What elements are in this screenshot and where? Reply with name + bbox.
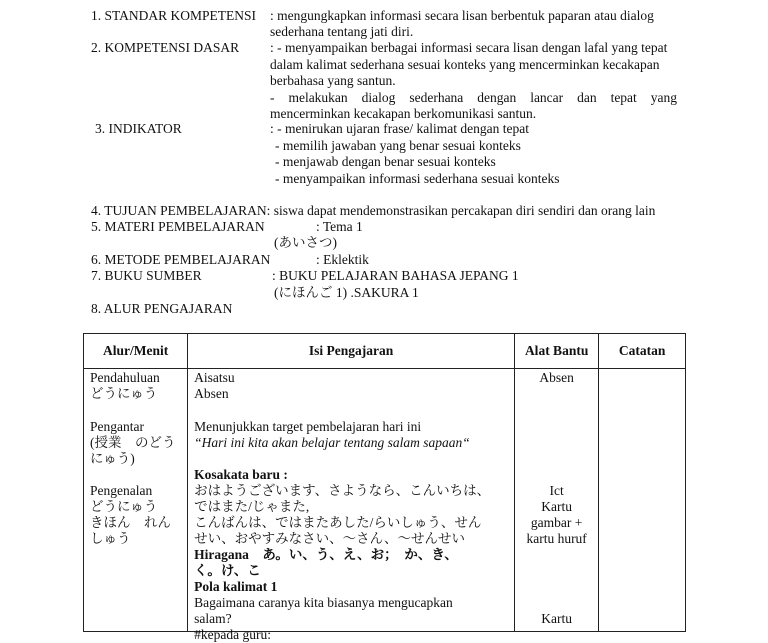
buku-sub: (にほんご 1) .SAKURA 1 xyxy=(274,285,419,300)
kompetensi-label: 2. KOMPETENSI DASAR xyxy=(91,40,240,55)
pengenalan-jp-2: きほん れん xyxy=(90,515,171,530)
alat-ict: Ict xyxy=(549,483,564,498)
alat-gambar: gambar + xyxy=(530,515,583,530)
materi-label: 5. MATERI PEMBELAJARAN xyxy=(91,219,265,234)
kompetensi-text-line1: : - menyampaikan berbagai informasi secara lisan dengan lafal yang tepat xyxy=(270,40,668,55)
alat-kartu-huruf: kartu huruf xyxy=(526,531,587,546)
alur-table xyxy=(83,333,686,642)
quote-text: “Hari ini kita akan belajar tentang salam sapaan“ xyxy=(194,435,470,450)
materi-value: : Tema 1 xyxy=(316,219,363,234)
header-alat-bantu: Alat Bantu xyxy=(514,334,598,369)
standar-text-line2: sederhana tentang jati diri. xyxy=(270,24,414,39)
kosakata-line: ではまた/じゃまた, xyxy=(194,499,310,514)
materi-sub: (あいさつ) xyxy=(274,235,337,250)
pengantar-label: Pengantar xyxy=(90,419,144,434)
kosakata-title: Kosakata baru : xyxy=(194,467,288,482)
indikator-item: : - menirukan ujaran frase/ kalimat dengan tepat xyxy=(270,121,530,136)
absen-text: Absen xyxy=(194,386,229,401)
pengenalan-label: Pengenalan xyxy=(90,483,153,498)
pola-line: #kepada guru: xyxy=(194,627,272,642)
indikator-label: 3. INDIKATOR xyxy=(95,121,182,136)
kompetensi-text-line3: berbahasa yang santun. xyxy=(270,73,396,88)
pengantar-jp-1: (授業 のどう xyxy=(90,435,176,450)
catatan-cell xyxy=(599,369,686,632)
aisatsu-text: Aisatsu xyxy=(194,370,235,385)
standar-text-line1: : mengungkapkan informasi secara lisan berbentuk paparan atau dialog xyxy=(270,8,654,23)
header-catatan: Catatan xyxy=(599,334,686,369)
alat-kartu: Kartu xyxy=(541,499,572,514)
kosakata-line: こんばんは、ではまたあした/らいしゅう、せん xyxy=(194,515,482,530)
alat-absen: Absen xyxy=(539,370,574,385)
indikator-item: - memilih jawaban yang benar sesuai konteks xyxy=(275,138,521,153)
pendahuluan-jp: どうにゅう xyxy=(90,386,158,401)
pengenalan-jp-1: どうにゅう xyxy=(90,499,158,514)
pola-title: Pola kalimat 1 xyxy=(194,579,278,594)
hiragana-line: Hiragana あ。い、う、え、お； か、き、 xyxy=(194,547,458,562)
pola-line: salam? xyxy=(194,611,232,626)
metode-label: 6. METODE PEMBELAJARAN xyxy=(91,252,271,267)
alur-menit-cell xyxy=(84,369,188,632)
metode-value: : Eklektik xyxy=(316,252,369,267)
alat-kartu-2: Kartu xyxy=(541,611,572,626)
kosakata-line: おはようございます、さようなら、こんいちは、 xyxy=(194,483,491,498)
table-header-row xyxy=(84,334,686,369)
buku-label: 7. BUKU SUMBER xyxy=(91,268,202,283)
pengenalan-jp-3: しゅう xyxy=(90,531,131,546)
alur-pengajaran-label: 8. ALUR PENGAJARAN xyxy=(91,301,233,316)
pengantar-jp-2: にゅう) xyxy=(90,451,135,466)
header-alur-menit: Alur/Menit xyxy=(84,334,188,369)
indikator-item: - menjawab dengan benar sesuai konteks xyxy=(275,154,496,169)
kosakata-line: せい、おやすみなさい、～さん、～せんせい xyxy=(194,531,465,546)
kompetensi-text-line4: - melakukan dialog sederhana dengan lancar dan tepat yang xyxy=(270,90,677,105)
kompetensi-text-line2: dalam kalimat sederhana sesuai konteks yang mencerminkan kecakapan xyxy=(270,57,660,72)
tujuan-pembelajaran: 4. TUJUAN PEMBELAJARAN: siswa dapat mendemonstrasikan percakapan diri sendiri dan orang lain xyxy=(91,203,656,218)
table-row xyxy=(84,369,686,632)
alat-bantu-cell xyxy=(514,369,598,632)
isi-pengajaran-cell xyxy=(188,369,515,642)
standar-label: 1. STANDAR KOMPETENSI xyxy=(91,8,257,23)
buku-value: : BUKU PELAJARAN BAHASA JEPANG 1 xyxy=(272,268,519,283)
kompetensi-text-line5: mencerminkan kecakapan berkomunikasi santun. xyxy=(270,106,537,121)
header-isi-pengajaran: Isi Pengajaran xyxy=(188,334,515,369)
pendahuluan-label: Pendahuluan xyxy=(90,370,160,385)
target-text: Menunjukkan target pembelajaran hari ini xyxy=(194,419,422,434)
pola-line: Bagaimana caranya kita biasanya mengucapkan xyxy=(194,595,453,610)
hiragana-line: く。け、こ xyxy=(194,563,261,578)
indikator-item: - menyampaikan informasi sederhana sesuai konteks xyxy=(275,171,560,186)
